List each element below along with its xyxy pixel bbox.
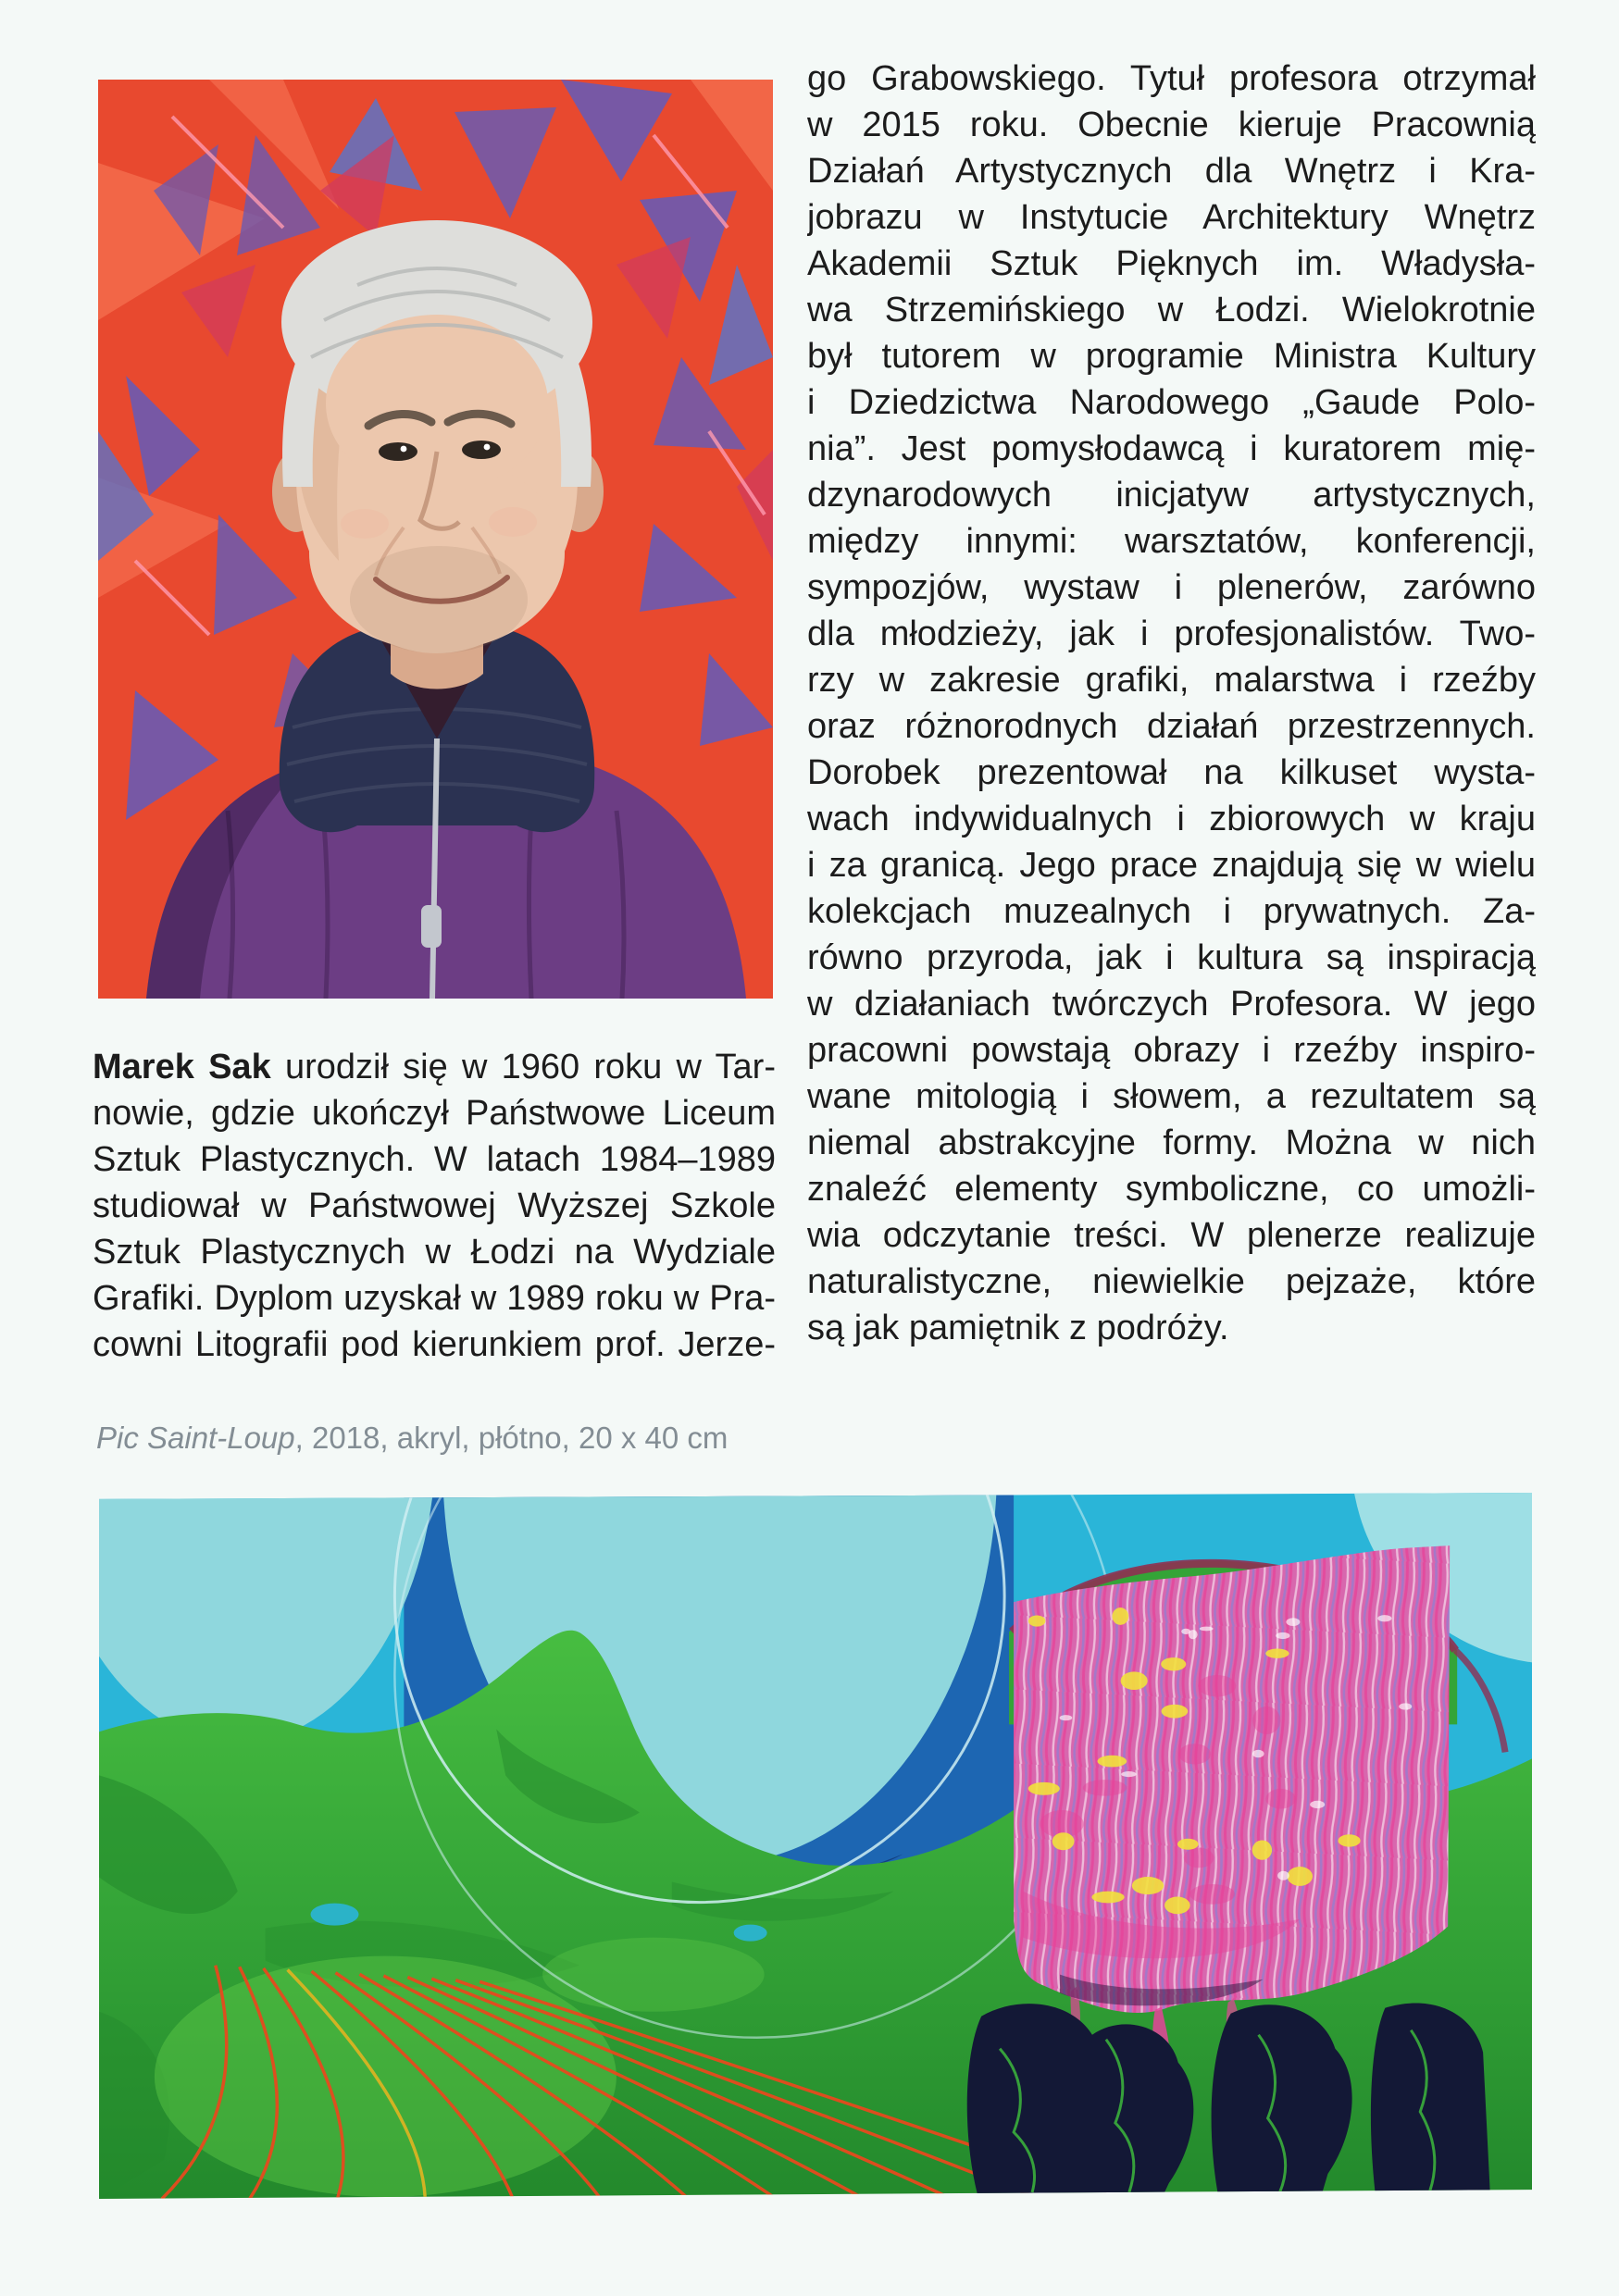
artist-portrait-photo (98, 80, 773, 999)
text-line: wach indywidualnych i zbiorowych w kraju (807, 800, 1536, 838)
text-line: znaleźć elementy symboliczne, co umożli- (807, 1170, 1536, 1209)
text-line: studiował w Państwowej Wyższej Szkole (93, 1186, 776, 1225)
text-line: był tutorem w programie Ministra Kultury (807, 337, 1536, 376)
text-line: Sztuk Plastycznych w Łodzi na Wydziale (93, 1233, 776, 1272)
text-line: dzynarodowych inicjatyw artystycznych, (807, 476, 1536, 515)
text-line: kolekcjach muzealnych i prywatnych. Za- (807, 892, 1536, 931)
bio-column-right (807, 56, 1536, 1351)
text-line: nia”. Jest pomysłodawcą i kuratorem mię- (807, 429, 1536, 468)
text-line: cowni Litografii pod kierunkiem prof. Jerze- (93, 1325, 776, 1364)
text-line: i za granicą. Jego prace znajdują się w wielu (807, 846, 1536, 885)
text-line: sympozjów, wystaw i plenerów, zarówno (807, 568, 1536, 607)
painting-caption-details: , 2018, akryl, płótno, 20 x 40 cm (294, 1421, 729, 1455)
head (272, 220, 604, 653)
zipper-pull (421, 905, 442, 948)
text-line: jobrazu w Instytucie Architektury Wnętrz (807, 198, 1536, 237)
text-line: wane mitologią i słowem, a rezultatem są (807, 1077, 1536, 1116)
text-line: i Dziedzictwa Narodowego „Gaude Polo- (807, 383, 1536, 422)
text-line: między innymi: warsztatów, konferencji, (807, 522, 1536, 561)
text-line: pracowni powstają obrazy i rzeźby inspiro- (807, 1031, 1536, 1070)
painting-title: Pic Saint-Loup (96, 1421, 295, 1455)
text-line: go Grabowskiego. Tytuł profesora otrzymał (807, 59, 1536, 98)
text-line: wa Strzemińskiego w Łodzi. Wielokrotnie (807, 291, 1536, 329)
text-line: w 2015 roku. Obecnie kieruje Pracownią (807, 105, 1536, 144)
text-line: wia odczytanie treści. W plenerze realizuje (807, 1216, 1536, 1255)
text-line: Marek Sak urodził się w 1960 roku w Tar- (93, 1048, 776, 1086)
text-line: dla młodzieży, jak i profesjonalistów. Two- (807, 614, 1536, 653)
text-line: Działań Artystycznych dla Wnętrz i Kra- (807, 152, 1536, 191)
text-line: nowie, gdzie ukończył Państwowe Liceum (93, 1094, 776, 1133)
text-line: rzy w zakresie grafiki, malarstwa i rzeźby (807, 661, 1536, 700)
text-line: niemal abstrakcyjne formy. Można w nich (807, 1123, 1536, 1162)
text-line: są jak pamiętnik z podróży. (807, 1309, 1229, 1347)
text-line: Sztuk Plastycznych. W latach 1984–1989 (93, 1140, 776, 1179)
text-line: Grafiki. Dyplom uzyskał w 1989 roku w Pra- (93, 1279, 776, 1318)
painting-caption (96, 1420, 855, 1457)
bio-column-left (93, 1044, 776, 1368)
text-line: naturalistyczne, niewielkie pejzaże, które (807, 1262, 1536, 1301)
portrait-artwork (98, 80, 773, 999)
text-line: Dorobek prezentował na kilkuset wysta- (807, 753, 1536, 792)
painting-artwork (99, 1493, 1532, 2199)
left-eye (379, 442, 417, 461)
text-line: w działaniach twórczych Profesora. W jego (807, 985, 1536, 1024)
text-line: równo przyroda, jak i kultura są inspiracją (807, 938, 1536, 977)
text-line: Akademii Sztuk Pięknych im. Władysła- (807, 244, 1536, 283)
text-line: oraz różnorodnych działań przestrzennych. (807, 707, 1536, 746)
right-eye (462, 441, 501, 459)
painting-image (99, 1493, 1532, 2199)
